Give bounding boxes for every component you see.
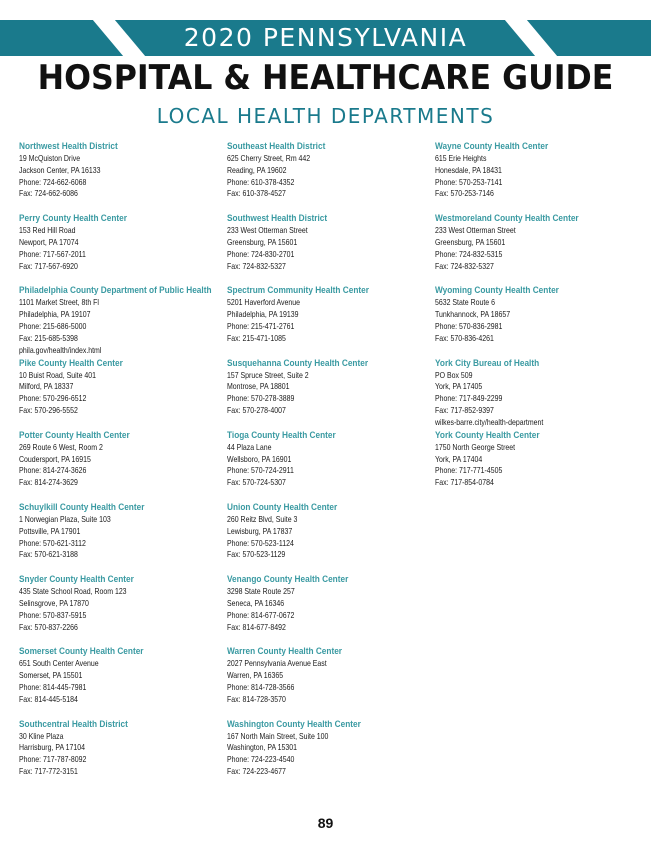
entry-name: York County Health Center	[435, 429, 540, 440]
entry-city: York, PA 17405	[435, 382, 483, 392]
entry-phone: Phone: 724-830-2701	[227, 249, 295, 259]
entry-fax: Fax: 717-772-3151	[19, 766, 78, 776]
entry-phone: Phone: 724-223-4540	[227, 755, 295, 765]
entry-fax: Fax: 570-836-4261	[435, 333, 494, 343]
entry-website: phila.gov/health/index.html	[19, 345, 102, 355]
entry-city: Montrose, PA 18801	[227, 382, 290, 392]
directory-entry	[227, 501, 432, 573]
section-subtitle: LOCAL HEALTH DEPARTMENTS	[156, 104, 495, 128]
entry-street: 5632 State Route 6	[435, 298, 495, 308]
entry-street: 1101 Market Street, 8th Fl	[19, 298, 99, 308]
entry-phone: Phone: 814-274-3626	[19, 466, 87, 476]
entry-website: wilkes-barre.city/health-department	[435, 417, 544, 427]
entry-street: 30 Kline Plaza	[19, 731, 64, 741]
entry-phone: Phone: 570-724-2911	[227, 466, 294, 476]
entry-city: Coudersport, PA 16915	[19, 454, 91, 464]
entry-fax: Fax: 570-253-7146	[435, 189, 494, 199]
entry-fax: Fax: 215-471-1085	[227, 333, 286, 343]
entry-name: Spectrum Community Health Center	[227, 285, 369, 296]
entry-city: Pottsville, PA 17901	[19, 526, 81, 536]
entry-city: Greensburg, PA 15601	[435, 237, 506, 247]
entry-phone: Phone: 215-686-5000	[19, 321, 87, 331]
directory-entry	[435, 284, 640, 356]
directory-entry	[227, 429, 432, 501]
entry-street: 615 Erie Heights	[435, 154, 487, 163]
entry-street: 19 McQuiston Drive	[19, 154, 81, 163]
entry-name: Potter County Health Center	[19, 429, 130, 440]
entry-name: Union County Health Center	[227, 501, 338, 512]
entry-phone: Phone: 570-837-5915	[19, 610, 87, 620]
entry-name: Pike County Health Center	[19, 357, 123, 368]
entry-fax: Fax: 814-445-5184	[19, 694, 78, 704]
entry-phone: Phone: 570-836-2981	[435, 321, 503, 331]
entry-phone: Phone: 724-832-5315	[435, 249, 503, 259]
directory-entry	[19, 573, 224, 645]
entry-phone: Phone: 570-296-6512	[19, 394, 87, 404]
entry-street: 651 South Center Avenue	[19, 659, 99, 669]
entry-street: 625 Cherry Street, Rm 442	[227, 154, 311, 163]
entry-name: Southwest Health District	[227, 213, 328, 224]
directory-entry	[19, 357, 224, 429]
entry-city: Reading, PA 19602	[227, 165, 287, 175]
directory-entry	[19, 140, 224, 212]
entry-name: York City Bureau of Health	[435, 357, 540, 368]
entry-phone: Phone: 717-849-2299	[435, 394, 503, 404]
entry-name: Susquehanna County Health Center	[227, 357, 369, 368]
entry-phone: Phone: 570-523-1124	[227, 538, 294, 548]
entry-street: 1750 North George Street	[435, 442, 516, 452]
directory-entry	[227, 140, 432, 212]
entry-city: Warren, PA 16365	[227, 671, 284, 681]
directory-entry	[227, 212, 432, 284]
entry-street: 269 Route 6 West, Room 2	[19, 442, 103, 452]
entry-city: Tunkhannock, PA 18657	[435, 310, 511, 320]
entry-street: 167 North Main Street, Suite 100	[227, 731, 329, 741]
entry-city: Lewisburg, PA 17837	[227, 526, 293, 536]
entry-fax: Fax: 814-677-8492	[227, 622, 286, 632]
entry-name: Venango County Health Center	[227, 574, 349, 585]
entry-phone: Phone: 717-787-8092	[19, 755, 87, 765]
entry-name: Tioga County Health Center	[227, 429, 336, 440]
entry-city: Philadelphia, PA 19107	[19, 310, 91, 320]
entry-city: Wellsboro, PA 16901	[227, 454, 292, 464]
entry-street: 157 Spruce Street, Suite 2	[227, 370, 309, 380]
entry-city: Seneca, PA 16346	[227, 598, 285, 608]
entry-phone: Phone: 814-445-7981	[19, 682, 87, 692]
entry-fax: Fax: 724-832-5327	[435, 261, 494, 271]
entry-fax: Fax: 814-274-3629	[19, 478, 78, 488]
entry-city: Milford, PA 18337	[19, 382, 74, 392]
page-number: 89	[317, 815, 334, 831]
directory-entry	[19, 501, 224, 573]
directory-entry	[435, 357, 640, 429]
entry-city: Washington, PA 15301	[227, 743, 298, 753]
entry-fax: Fax: 724-662-6086	[19, 189, 78, 199]
entry-city: Harrisburg, PA 17104	[19, 743, 86, 753]
entry-fax: Fax: 717-852-9397	[435, 405, 494, 415]
directory-entry	[435, 429, 640, 501]
banner-title: 2020 PENNSYLVANIA	[183, 23, 468, 52]
directory-entry	[19, 212, 224, 284]
entry-street: 10 Buist Road, Suite 401	[19, 370, 97, 380]
entry-phone: Phone: 717-567-2011	[19, 249, 86, 259]
entry-name: Washington County Health Center	[227, 718, 361, 729]
entry-city: Selinsgrove, PA 17870	[19, 598, 89, 608]
entry-street: 260 Reitz Blvd, Suite 3	[227, 514, 298, 524]
entry-phone: Phone: 570-621-3112	[19, 538, 86, 548]
entry-name: Wayne County Health Center	[435, 141, 549, 151]
directory-entry	[227, 284, 432, 356]
entry-street: 435 State School Road, Room 123	[19, 587, 127, 597]
entry-street: 233 West Otterman Street	[435, 226, 516, 236]
entry-fax: Fax: 814-728-3570	[227, 694, 286, 704]
entry-city: Greensburg, PA 15601	[227, 237, 298, 247]
entry-phone: Phone: 814-677-0672	[227, 610, 295, 620]
directory-entry	[227, 573, 432, 645]
entry-street: 3298 State Route 257	[227, 587, 295, 597]
entry-city: Philadelphia, PA 19139	[227, 310, 299, 320]
entry-city: York, PA 17404	[435, 454, 483, 464]
entry-street: 2027 Pennsylvania Avenue East	[227, 659, 327, 669]
entry-name: Philadelphia County Department of Public Health	[19, 285, 212, 296]
page-title: HOSPITAL & HEALTHCARE GUIDE	[37, 58, 614, 98]
entry-fax: Fax: 717-854-0784	[435, 478, 494, 488]
entry-city: Newport, PA 17074	[19, 237, 79, 247]
entry-phone: Phone: 717-771-4505	[435, 466, 503, 476]
directory-entry	[435, 140, 640, 212]
entry-city: Jackson Center, PA 16133	[19, 165, 101, 175]
directory-entry	[435, 212, 640, 284]
entry-name: Warren County Health Center	[227, 646, 343, 657]
entry-street: PO Box 509	[435, 370, 473, 380]
entry-phone: Phone: 215-471-2761	[227, 321, 295, 331]
directory-column-2	[227, 140, 432, 790]
entry-street: 233 West Otterman Street	[227, 226, 308, 236]
directory-entry	[227, 718, 432, 790]
directory-entry	[19, 429, 224, 501]
entry-fax: Fax: 717-567-6920	[19, 261, 78, 271]
entry-name: Wyoming County Health Center	[435, 285, 559, 296]
entry-name: Somerset County Health Center	[19, 646, 144, 657]
directory-entry	[227, 357, 432, 429]
entry-name: Southeast Health District	[227, 141, 326, 151]
entry-name: Southcentral Health District	[19, 718, 128, 729]
directory-entry	[19, 645, 224, 717]
entry-fax: Fax: 570-621-3188	[19, 550, 78, 560]
entry-fax: Fax: 570-724-5307	[227, 478, 286, 488]
entry-name: Westmoreland County Health Center	[435, 213, 579, 224]
entry-fax: Fax: 570-523-1129	[227, 550, 286, 560]
entry-fax: Fax: 610-378-4527	[227, 189, 286, 199]
entry-phone: Phone: 610-378-4352	[227, 177, 295, 187]
entry-fax: Fax: 570-278-4007	[227, 405, 286, 415]
entry-street: 5201 Haverford Avenue	[227, 298, 301, 308]
directory-column-1	[19, 140, 224, 790]
entry-name: Perry County Health Center	[19, 213, 127, 224]
entry-city: Somerset, PA 15501	[19, 671, 83, 681]
entry-fax: Fax: 570-837-2266	[19, 622, 78, 632]
entry-street: 153 Red Hill Road	[19, 226, 76, 236]
entry-fax: Fax: 724-223-4677	[227, 766, 286, 776]
entry-phone: Phone: 814-728-3566	[227, 682, 295, 692]
directory-entry	[227, 645, 432, 717]
entry-name: Snyder County Health Center	[19, 574, 134, 585]
entry-city: Honesdale, PA 18431	[435, 165, 502, 175]
entry-fax: Fax: 570-296-5552	[19, 405, 78, 415]
directory-column-3	[435, 140, 640, 501]
directory-entry	[19, 718, 224, 790]
entry-phone: Phone: 724-662-6068	[19, 177, 87, 187]
entry-phone: Phone: 570-253-7141	[435, 177, 503, 187]
entry-fax: Fax: 215-685-5398	[19, 333, 78, 343]
entry-street: 1 Norwegian Plaza, Suite 103	[19, 514, 111, 524]
entry-name: Schuylkill County Health Center	[19, 501, 145, 512]
directory-entry	[19, 284, 224, 356]
entry-street: 44 Plaza Lane	[227, 442, 272, 452]
entry-name: Northwest Health District	[19, 141, 118, 151]
entry-phone: Phone: 570-278-3889	[227, 394, 295, 404]
entry-fax: Fax: 724-832-5327	[227, 261, 286, 271]
